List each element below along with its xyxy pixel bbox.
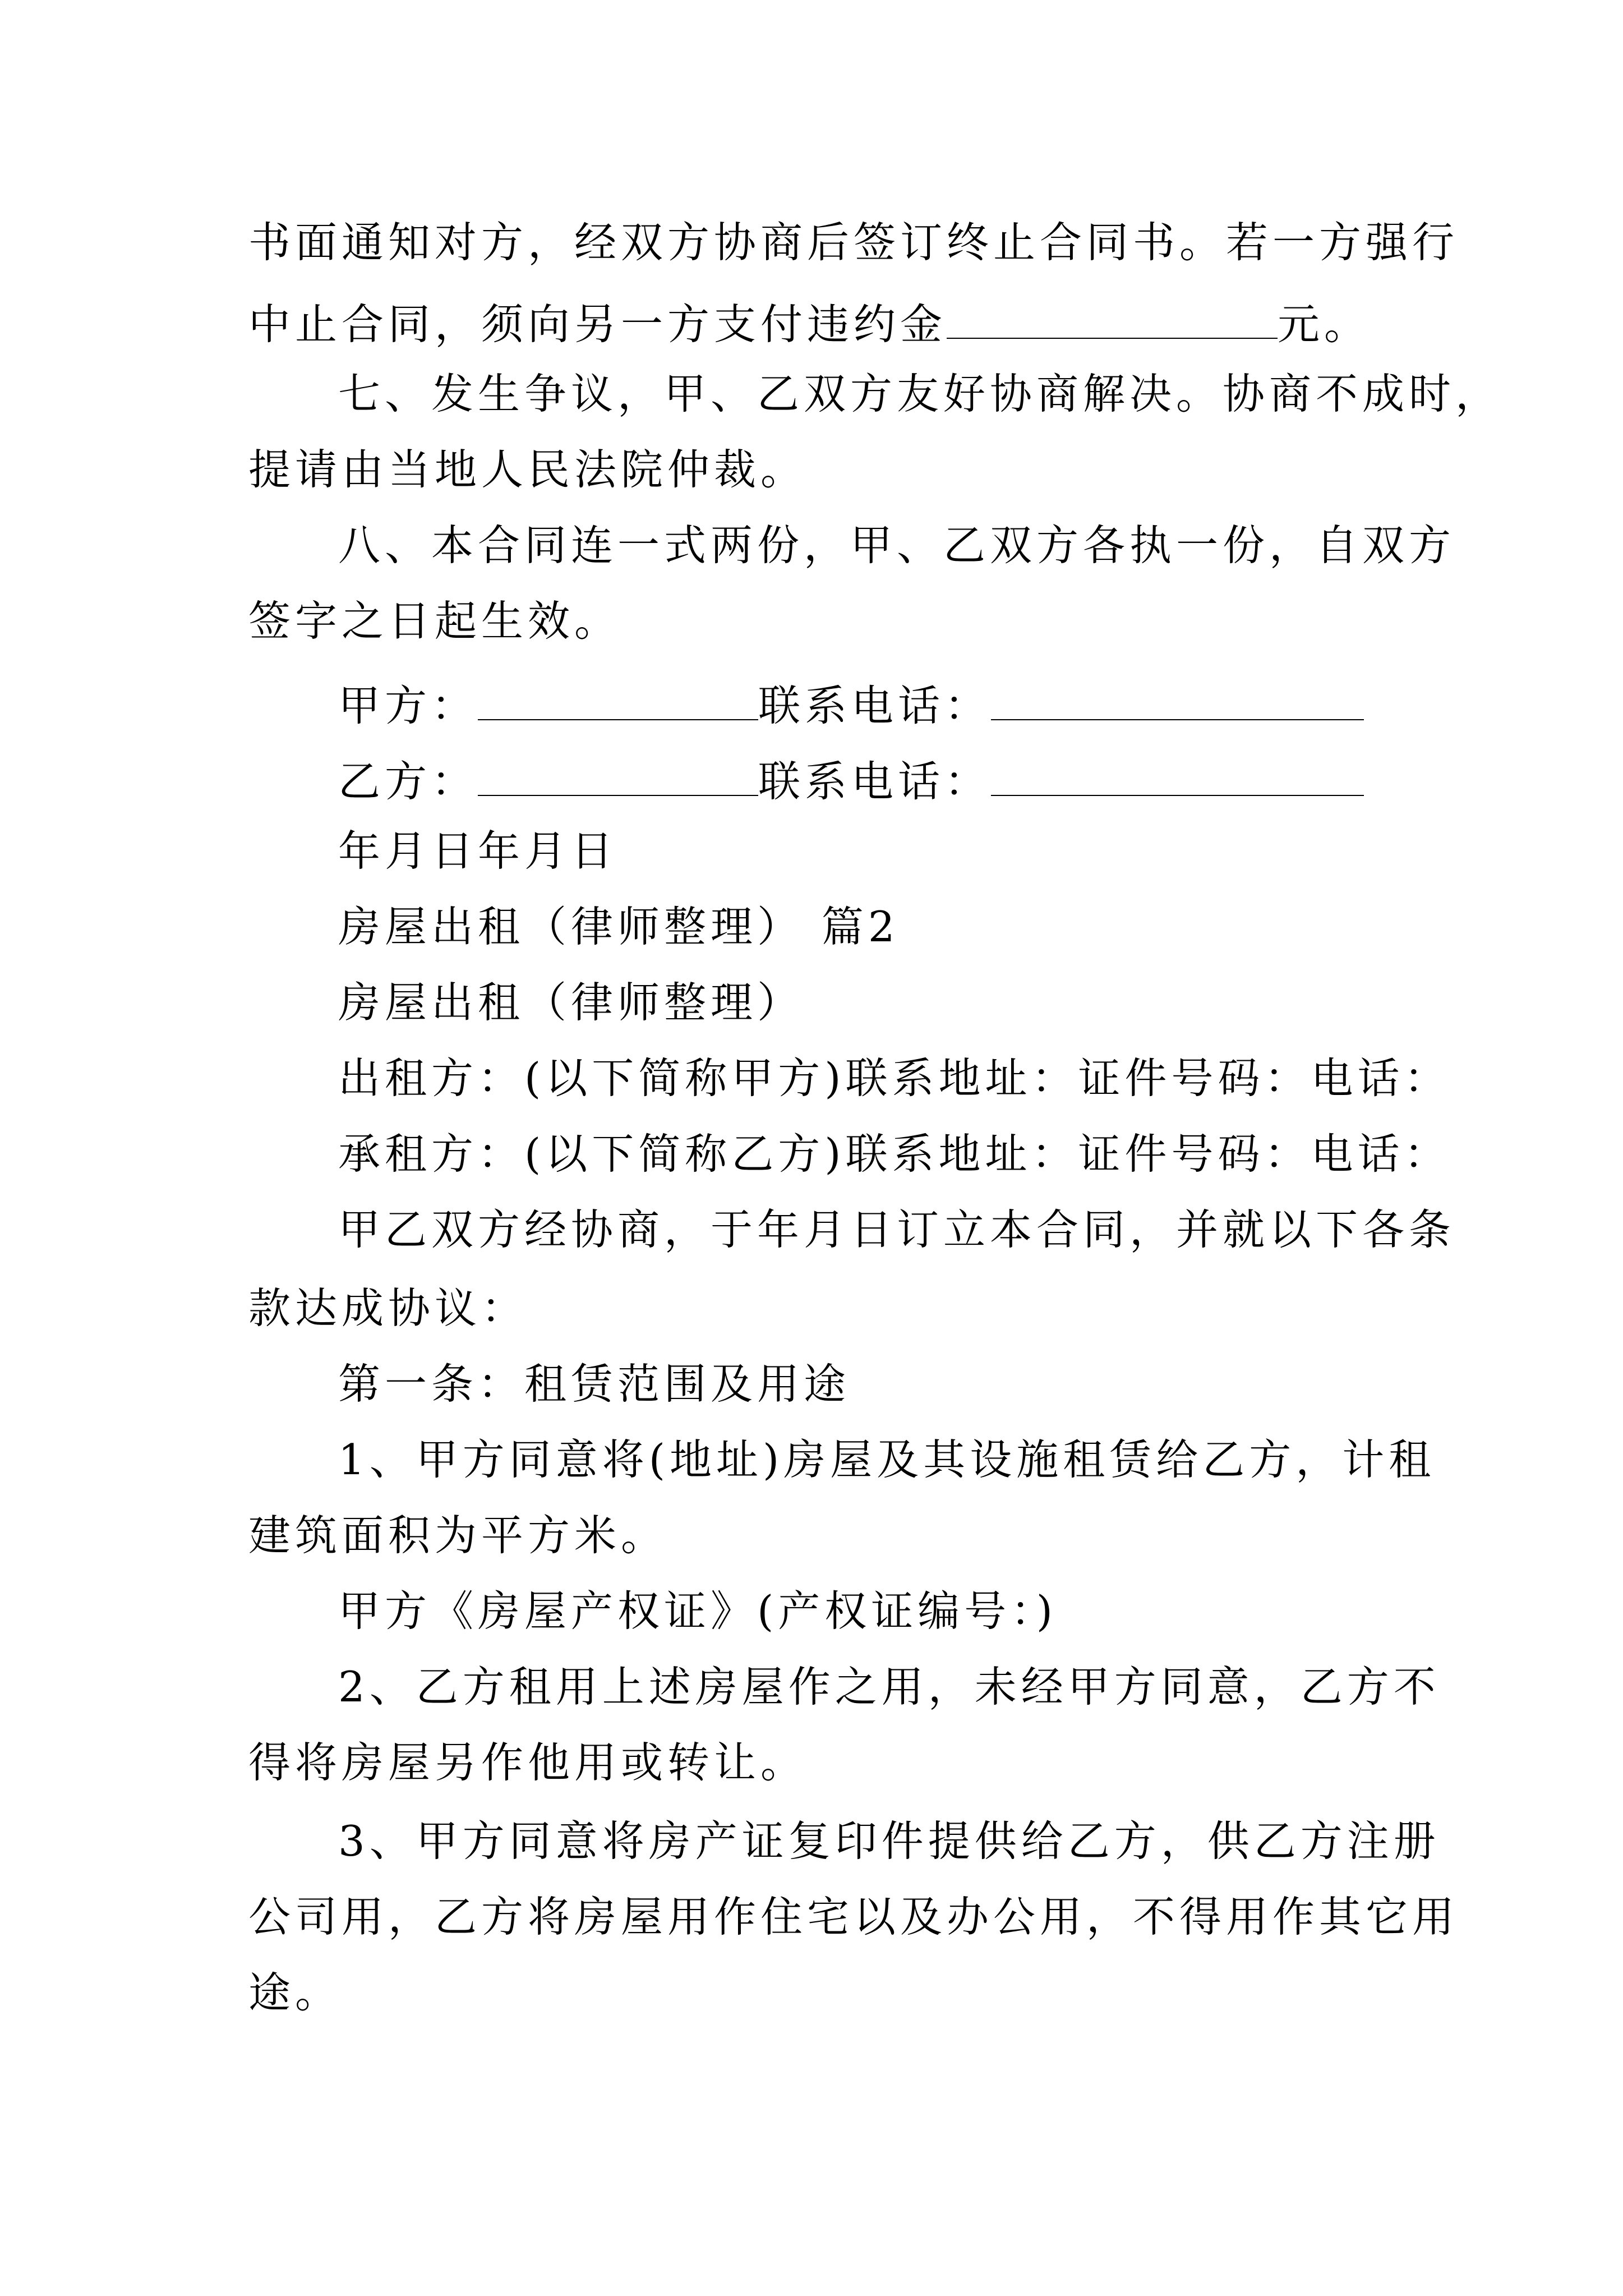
text-segment: 中止合同，须向另一方支付违约金: [248, 300, 947, 349]
text-line: 提请由当地人民法院仲裁。: [248, 445, 808, 494]
signature-line-party-a: [338, 679, 1364, 730]
text-line: 签字之日起生效。: [248, 596, 621, 646]
text-line: 七、发生争议，甲、乙双方友好协商解决。协商不成时，: [338, 369, 1502, 418]
text-line: 出租方：(以下简称甲方)联系地址：证件号码：电话：: [338, 1053, 1451, 1103]
text-line: 1、甲方同意将(地址)房屋及其设施租赁给乙方，计租: [338, 1435, 1436, 1484]
party-a-label: 甲方：: [338, 681, 478, 730]
text-segment: 元。: [1278, 300, 1371, 349]
text-line: 3、甲方同意将房产证复印件提供给乙方，供乙方注册: [338, 1816, 1440, 1866]
date-line: 年月日年月日: [338, 826, 618, 876]
party-b-label: 乙方：: [338, 757, 478, 806]
signature-line-party-b: [338, 754, 1364, 806]
text-line: 承租方：(以下简称乙方)联系地址：证件号码：电话：: [338, 1129, 1451, 1179]
party-a-blank: [478, 679, 758, 720]
text-line: 书面通知对方，经双方协商后签订终止合同书。若一方强行: [248, 218, 1459, 267]
text-line: 甲乙双方经协商，于年月日订立本合同，并就以下各条: [338, 1205, 1456, 1254]
penalty-amount-blank: [947, 297, 1278, 339]
text-line: 途。: [248, 1968, 342, 2017]
text-line: 2、乙方租用上述房屋作之用，未经甲方同意，乙方不: [338, 1662, 1440, 1711]
text-line: 甲方《房屋产权证》(产权证编号：): [338, 1586, 1058, 1636]
phone-label: 联系电话：: [758, 757, 992, 806]
document-title: 房屋出租（律师整理）: [338, 978, 804, 1027]
party-a-phone-blank: [991, 679, 1364, 720]
party-b-phone-blank: [991, 754, 1364, 796]
article-heading: 第一条：租赁范围及用途: [338, 1359, 851, 1409]
text-line: 建筑面积为平方米。: [248, 1511, 668, 1560]
text-line: 公司用，乙方将房屋用作住宅以及办公用，不得用作其它用: [248, 1892, 1459, 1941]
section-heading: 房屋出租（律师整理） 篇2: [338, 902, 900, 951]
text-line: 款达成协议：: [248, 1283, 528, 1333]
text-line: 得将房屋另作他用或转让。: [248, 1738, 808, 1787]
text-line: [248, 297, 1371, 349]
party-b-blank: [478, 754, 758, 796]
phone-label: 联系电话：: [758, 681, 992, 730]
text-line: 八、本合同连一式两份，甲、乙双方各执一份，自双方: [338, 521, 1456, 570]
